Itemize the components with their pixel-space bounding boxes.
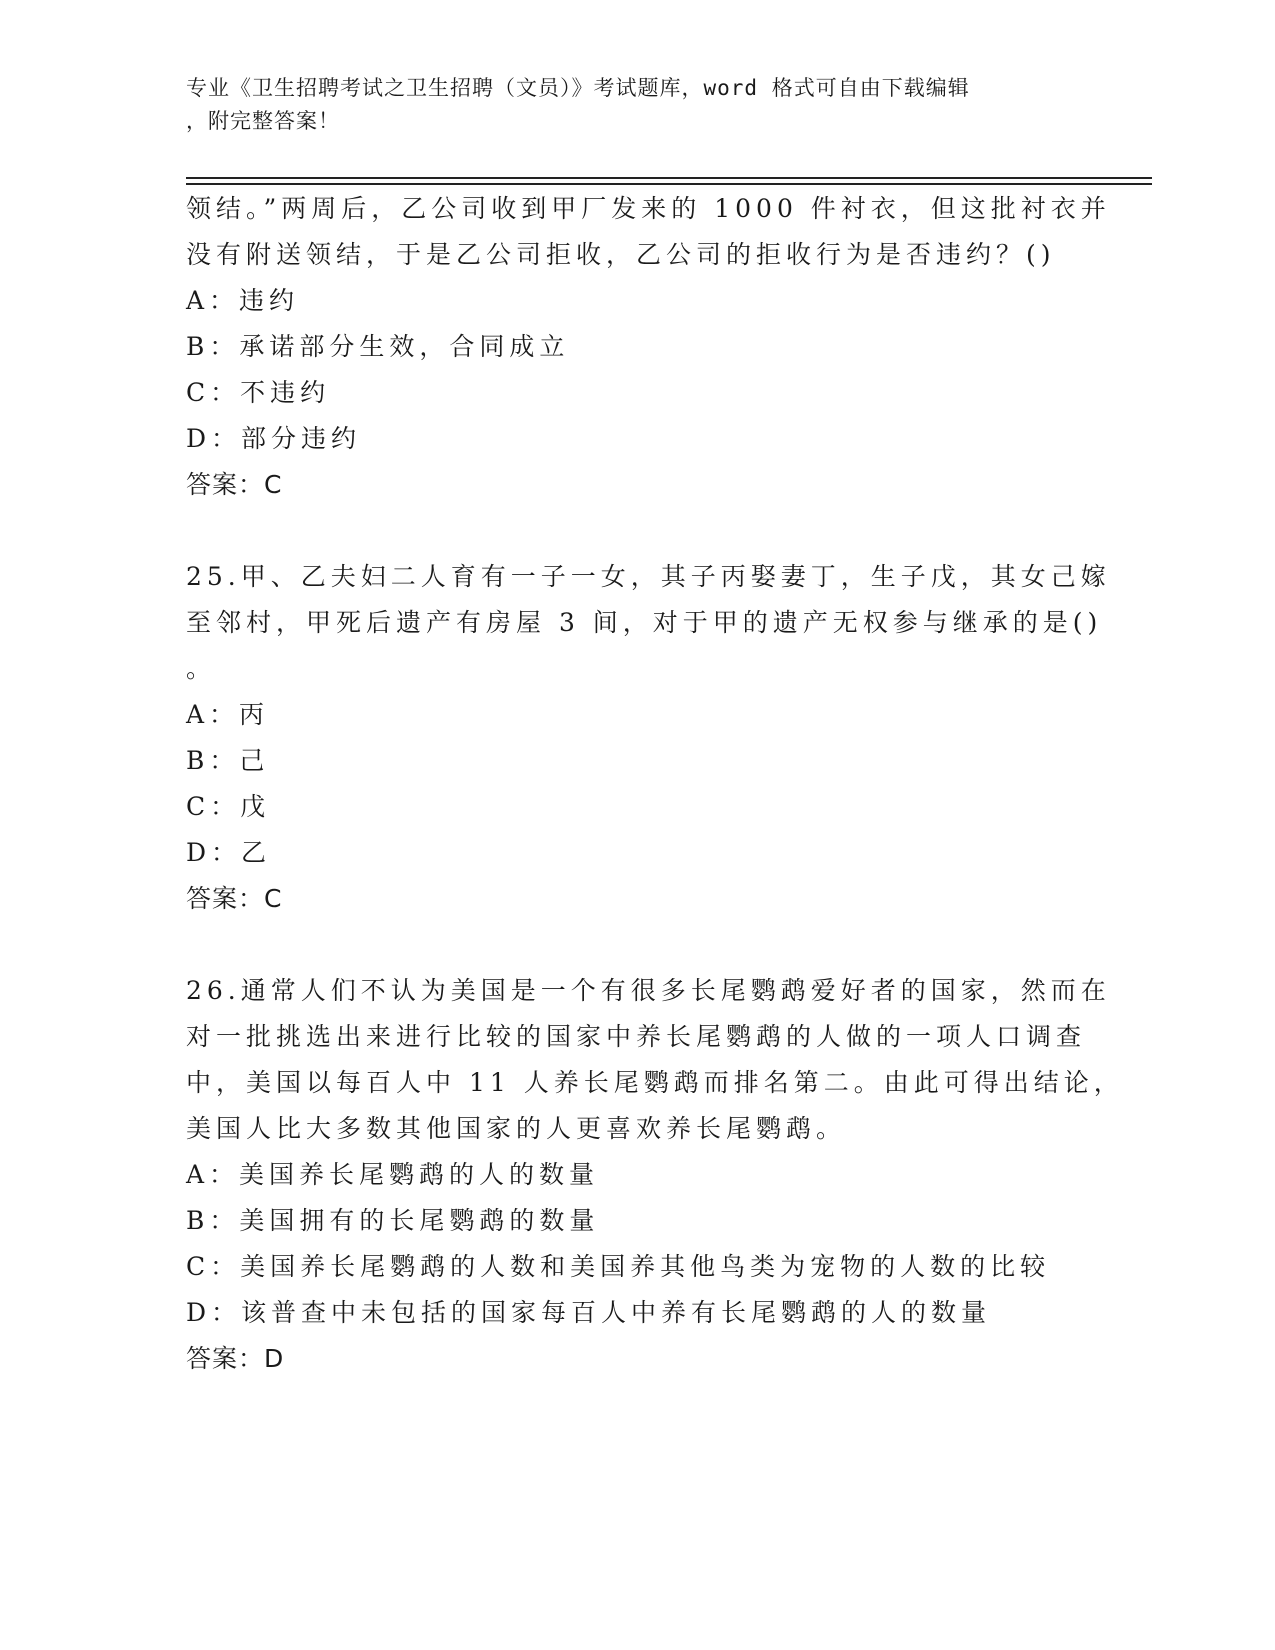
option-a: A：美国养长尾鹦鹉的人的数量 [186, 1160, 600, 1189]
option-d: D：部分违约 [186, 424, 362, 453]
option-c: C：戊 [186, 792, 271, 821]
option-c: C：美国养长尾鹦鹉的人数和美国养其他鸟类为宠物的人数的比较 [186, 1252, 1051, 1281]
question-24 [186, 186, 1111, 508]
question-text-line: 没有附送领结，于是乙公司拒收，乙公司的拒收行为是否违约？() [186, 240, 1056, 269]
question-text-line: 。 [186, 654, 217, 683]
header-title-line-2: ，附完整答案！ [186, 109, 340, 133]
document-header [186, 72, 1066, 138]
header-divider-top [186, 177, 1152, 179]
spacer [186, 922, 1086, 968]
option-a: A：丙 [186, 700, 270, 729]
header-divider-bottom [186, 183, 1152, 185]
option-d: D：该普查中未包括的国家每百人中养有长尾鹦鹉的人的数量 [186, 1298, 992, 1327]
question-text-line: 美国人比大多数其他国家的人更喜欢养长尾鹦鹉。 [186, 1114, 847, 1143]
answer-line: 答案：C [186, 470, 283, 499]
question-text-line: 对一批挑选出来进行比较的国家中养长尾鹦鹉的人做的一项人口调查 [186, 1022, 1087, 1051]
answer-line: 答案：D [186, 1344, 285, 1373]
option-c: C：不违约 [186, 378, 331, 407]
question-26 [186, 968, 1124, 1382]
option-b: B：美国拥有的长尾鹦鹉的数量 [186, 1206, 600, 1235]
spacer [186, 508, 1086, 554]
question-25 [186, 554, 1111, 922]
header-title-line-1: 专业《卫生招聘考试之卫生招聘（文员）》考试题库，word 格式可自由下载编辑 [186, 76, 970, 100]
question-text-line: 25.甲、乙夫妇二人育有一子一女，其子丙娶妻丁，生子戊，其女己嫁 [186, 562, 1111, 591]
question-text-line: 领结。”两周后，乙公司收到甲厂发来的 1000 件衬衣，但这批衬衣并 [186, 194, 1111, 223]
option-b: B：承诺部分生效，合同成立 [186, 332, 570, 361]
question-text-line: 中，美国以每百人中 11 人养长尾鹦鹉而排名第二。由此可得出结论， [186, 1068, 1124, 1097]
option-a: A：违约 [186, 286, 300, 315]
question-text-line: 至邻村，甲死后遗产有房屋 3 间，对于甲的遗产无权参与继承的是() [186, 608, 1103, 637]
question-list [186, 186, 1124, 1382]
question-text-line: 26.通常人们不认为美国是一个有很多长尾鹦鹉爱好者的国家，然而在 [186, 976, 1111, 1005]
option-b: B：己 [186, 746, 270, 775]
answer-line: 答案：C [186, 884, 283, 913]
option-d: D：乙 [186, 838, 272, 867]
